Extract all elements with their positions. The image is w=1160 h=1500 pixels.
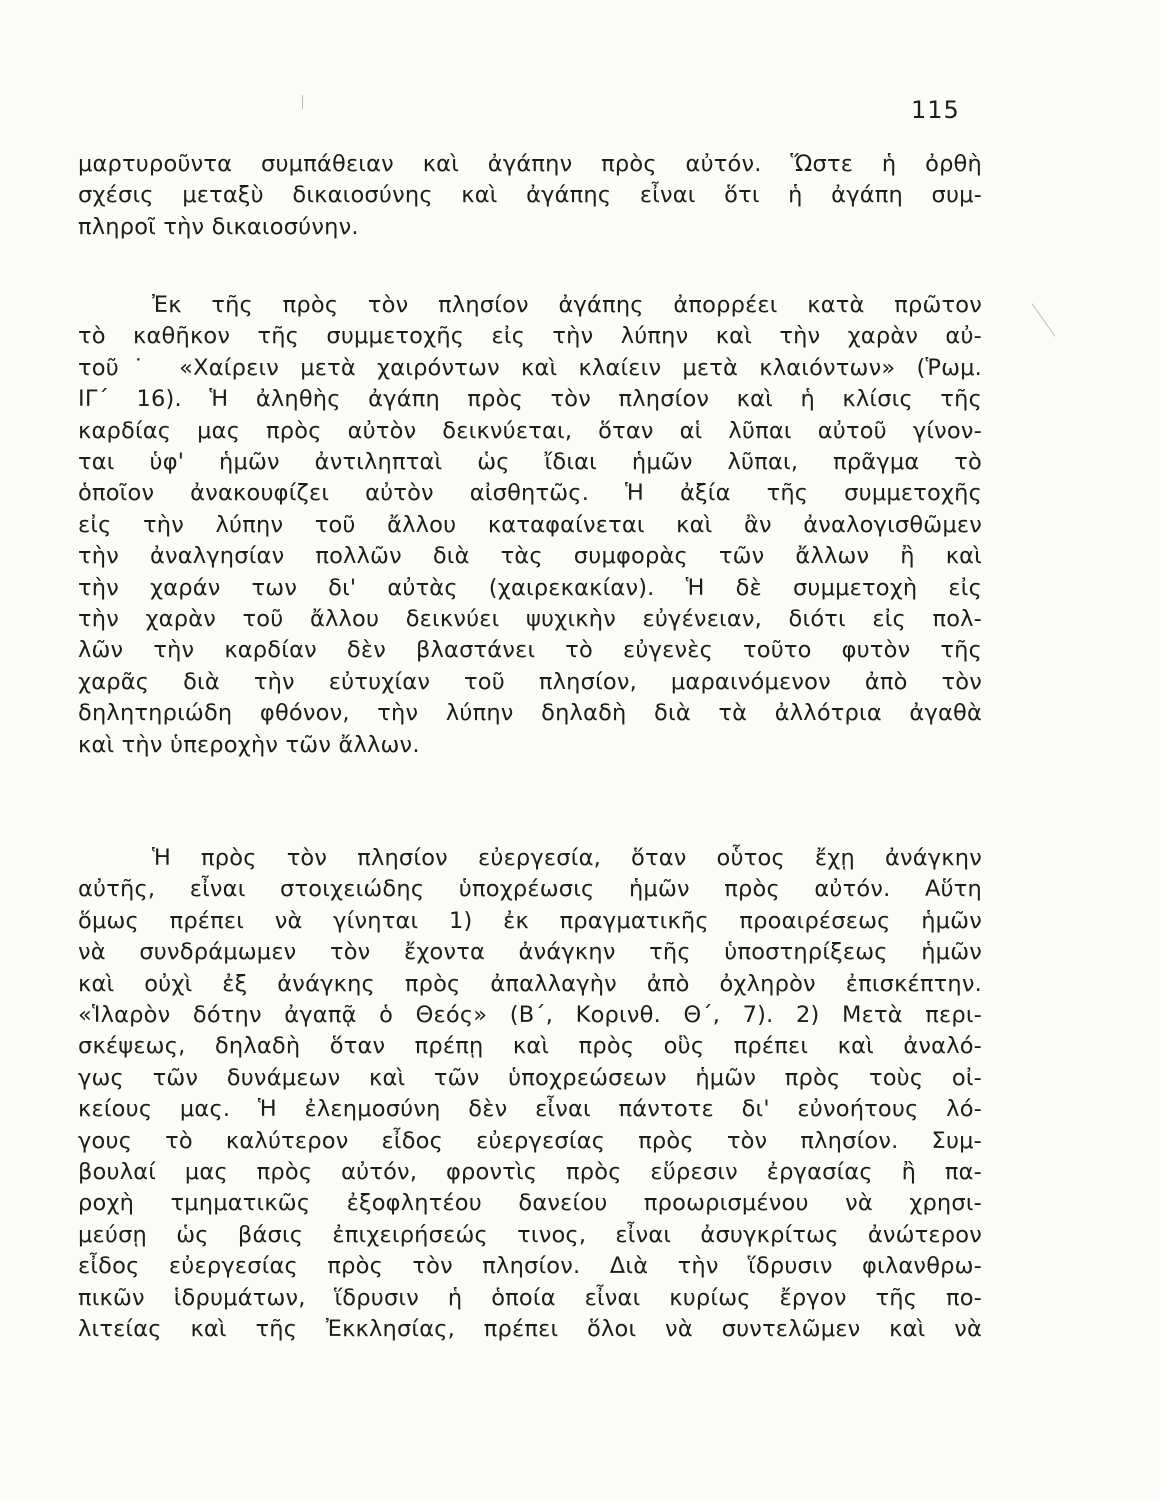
text-line: πληροῖ τὴν δικαιοσύνην. xyxy=(78,213,359,240)
text-line: λῶν τὴν καρδίαν δὲν βλαστάνει τὸ εὐγενὲς τοῦτο φυτὸν τῆς xyxy=(78,637,982,664)
text-line: εἶδος εὐεργεσίας πρὸς τὸν πλησίον. Διὰ τὴν ἵδρυσιν φιλανθρω- xyxy=(78,1253,982,1280)
text-line: μεύσῃ ὡς βάσις ἐπιχειρήσεώς τινος, εἶναι ἀσυγκρίτως ἀνώτερον xyxy=(78,1221,982,1248)
text-line: τὸ καθῆκον τῆς συμμετοχῆς εἰς τὴν λύπην καὶ τὴν χαρὰν αὐ- xyxy=(78,323,982,350)
paragraph-1 xyxy=(78,149,982,243)
text-line: ΙΓ΄ 16). Ἡ ἀληθὴς ἀγάπη πρὸς τὸν πλησίον καὶ ἡ κλίσις τῆς xyxy=(78,386,982,413)
text-line: ὅμως πρέπει νὰ γίνηται 1) ἐκ πραγματικῆς προαιρέσεως ἡμῶν xyxy=(78,907,982,934)
text-line: εἰς τὴν λύπην τοῦ ἄλλου καταφαίνεται καὶ ἂν ἀναλογισθῶμεν xyxy=(78,511,982,538)
text-line: ται ὑφ' ἡμῶν ἀντιληπταὶ ὡς ἴδιαι ἡμῶν λῦπαι, πρᾶγμα τὸ xyxy=(78,449,982,476)
text-line: βουλαί μας πρὸς αὐτόν, φροντὶς πρὸς εὕρεσιν ἐργασίας ἢ πα- xyxy=(78,1159,982,1186)
page-number: 115 xyxy=(911,96,960,124)
text-line: πικῶν ἱδρυμάτων, ἵδρυσιν ἡ ὁποία εἶναι κυρίως ἔργον τῆς πο- xyxy=(78,1284,982,1311)
text-line: τὴν χαράν των δι' αὐτὰς (χαιρεκακίαν). Ἡ δὲ συμμετοχὴ εἰς xyxy=(78,574,982,601)
text-line: μαρτυροῦντα συμπάθειαν καὶ ἀγάπην πρὸς αὐτόν. Ὥστε ἡ ὀρθὴ xyxy=(78,151,982,177)
text-line: γους τὸ καλύτερον εἶδος εὐεργεσίας πρὸς τὸν πλησίον. Συμ- xyxy=(78,1127,982,1154)
text-line: καρδίας μας πρὸς αὐτὸν δεικνύεται, ὅταν αἱ λῦπαι αὐτοῦ γίνον- xyxy=(78,417,982,444)
text-line: χαρᾶς διὰ τὴν εὐτυχίαν τοῦ πλησίον, μαραινόμενον ἀπὸ τὸν xyxy=(78,668,982,695)
text-line: τὴν ἀναλγησίαν πολλῶν διὰ τὰς συμφορὰς τῶν ἄλλων ἢ καὶ xyxy=(78,543,982,570)
text-line: νὰ συνδράμωμεν τὸν ἔχοντα ἀνάγκην τῆς ὑποστηρίξεως ἡμῶν xyxy=(78,939,982,966)
text-line: καὶ τὴν ὑπεροχὴν τῶν ἄλλων. xyxy=(78,731,420,758)
text-line: ὁποῖον ἀνακουφίζει αὐτὸν αἰσθητῶς. Ἡ ἀξία τῆς συμμετοχῆς xyxy=(78,480,982,507)
text-line: τοῦ˙ «Χαίρειν μετὰ χαιρόντων καὶ κλαίειν μετὰ κλαιόντων» (Ῥωμ. xyxy=(78,354,982,381)
scan-mark xyxy=(1032,303,1056,336)
text-line: κείους μας. Ἡ ἐλεημοσύνη δὲν εἶναι πάντοτε δι' εὐνοήτους λό- xyxy=(78,1096,982,1123)
text-line: Ἡ πρὸς τὸν πλησίον εὐεργεσία, ὅταν οὗτος ἔχῃ ἀνάγκην xyxy=(152,845,982,871)
text-line: «Ἱλαρὸν δότην ἀγαπᾷ ὁ Θεός» (Β΄, Κορινθ. Θ΄, 7). 2) Μετὰ περι- xyxy=(78,1002,982,1029)
text-line: τὴν χαρὰν τοῦ ἄλλου δεικνύει ψυχικὴν εὐγένειαν, διότι εἰς πολ- xyxy=(78,606,982,633)
text-line: καὶ οὐχὶ ἐξ ἀνάγκης πρὸς ἀπαλλαγὴν ἀπὸ ὀχληρὸν ἐπισκέπτην. xyxy=(78,970,982,997)
text-line: δηλητηριώδη φθόνον, τὴν λύπην δηλαδὴ διὰ τὰ ἀλλότρια ἀγαθὰ xyxy=(78,700,982,727)
paragraph-3 xyxy=(78,843,982,1346)
text-line: αὐτῆς, εἶναι στοιχειώδης ὑποχρέωσις ἡμῶν πρὸς αὐτόν. Αὕτη xyxy=(78,876,982,903)
text-line: Ἐκ τῆς πρὸς τὸν πλησίον ἀγάπης ἀπορρέει κατὰ πρῶτον xyxy=(152,292,982,318)
text-line: λιτείας καὶ τῆς Ἐκκλησίας, πρέπει ὅλοι νὰ συντελῶμεν καὶ νὰ xyxy=(78,1316,982,1343)
scan-mark xyxy=(302,95,303,109)
paragraph-2 xyxy=(78,290,982,761)
text-line: γως τῶν δυνάμεων καὶ τῶν ὑποχρεώσεων ἡμῶν πρὸς τοὺς οἰ- xyxy=(78,1064,982,1091)
text-line: σχέσις μεταξὺ δικαιοσύνης καὶ ἀγάπης εἶναι ὅτι ἡ ἀγάπη συμ- xyxy=(78,182,982,209)
text-line: σκέψεως, δηλαδὴ ὅταν πρέπῃ καὶ πρὸς οὓς πρέπει καὶ ἀναλό- xyxy=(78,1033,982,1060)
text-line: ροχὴ τμηματικῶς ἐξοφλητέου δανείου προωρισμένου νὰ χρησι- xyxy=(78,1190,982,1217)
